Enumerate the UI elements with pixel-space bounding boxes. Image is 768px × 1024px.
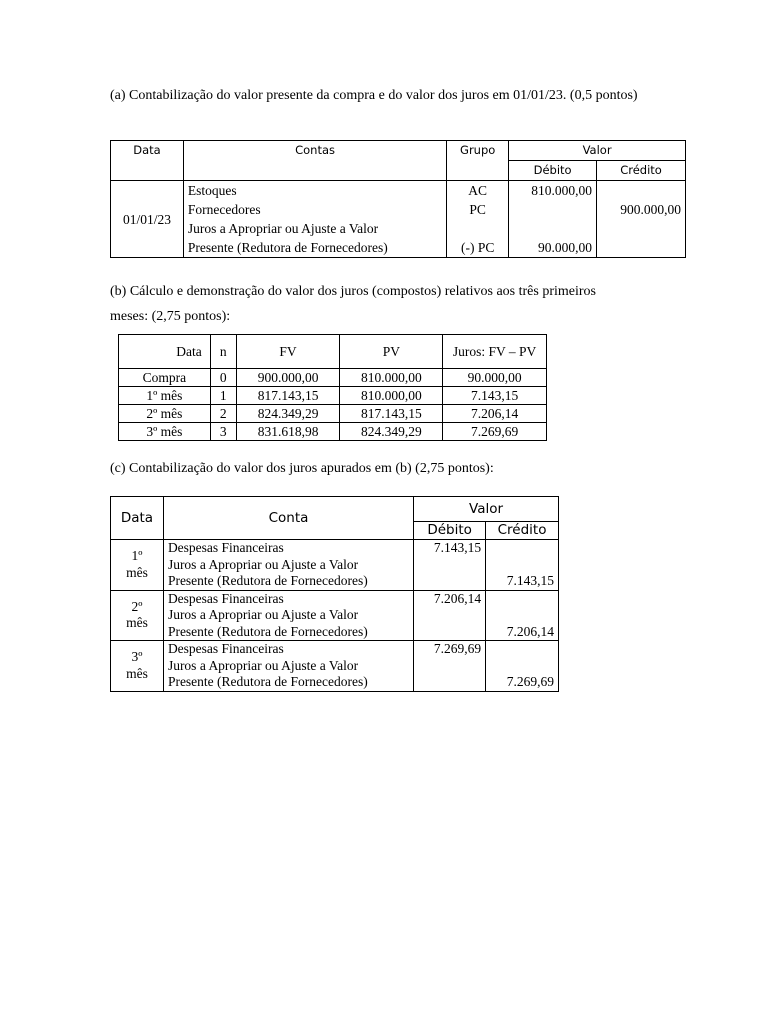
debit-line: 7.143,15 — [433, 540, 482, 555]
header-valor: Valor — [509, 141, 686, 161]
table-row — [119, 423, 547, 441]
date-line: mês — [126, 615, 148, 631]
cell-fv: 824.349,29 — [236, 405, 340, 423]
account-line: Despesas Financeiras — [167, 590, 284, 606]
account-line: Presente (Redutora de Fornecedores) — [167, 674, 368, 689]
cell-juros: 7.143,15 — [443, 387, 547, 405]
accounts-cell — [183, 181, 446, 258]
cell-juros: 7.269,69 — [443, 423, 547, 441]
credit-line: 7.269,69 — [506, 674, 554, 689]
entry-credit — [486, 641, 559, 692]
credit-line: 900.000,00 — [620, 202, 681, 217]
account-line: Juros a Apropriar ou Ajuste a Valor — [167, 556, 359, 572]
debit-line: 7.269,69 — [433, 641, 482, 656]
section-c-heading: (c) Contabilização do valor dos juros apurados em (b) (2,75 pontos): — [110, 461, 494, 476]
account-line: Presente (Redutora de Fornecedores) — [167, 573, 368, 588]
debits-cell — [509, 181, 597, 258]
entry-accounts — [163, 590, 413, 641]
groups-cell — [447, 181, 509, 258]
entry-credit — [486, 540, 559, 591]
table-row — [119, 387, 547, 405]
header-juros: Juros: FV – PV — [443, 335, 547, 369]
journal-table-a — [110, 140, 686, 258]
account-line: Despesas Financeiras — [167, 540, 284, 555]
cell-pv: 810.000,00 — [340, 387, 443, 405]
group-line: (-) PC — [460, 240, 495, 255]
credit-line: 7.206,14 — [506, 623, 554, 639]
header-contas: Contas — [183, 141, 446, 181]
cell-data: 3º mês — [119, 423, 211, 441]
debit-line — [513, 200, 592, 219]
account-line: Fornecedores — [187, 202, 261, 217]
account-line: Presente (Redutora de Fornecedores) — [187, 240, 388, 255]
date-line: 2º — [131, 598, 143, 614]
header-data: Data — [111, 141, 184, 181]
entry-date: 01/01/23 — [111, 181, 184, 258]
credit-line — [601, 181, 681, 200]
cell-data: Compra — [119, 369, 211, 387]
section-b-heading-line1: (b) Cálculo e demonstração do valor dos juros (compostos) relativos aos três primeiros — [110, 284, 596, 299]
journal-table-c — [110, 496, 559, 692]
entry-credit — [486, 590, 559, 641]
cell-fv: 817.143,15 — [236, 387, 340, 405]
header-grupo: Grupo — [447, 141, 509, 181]
cell-fv: 900.000,00 — [236, 369, 340, 387]
debit-line: 90.000,00 — [538, 240, 593, 255]
cell-n: 3 — [210, 423, 236, 441]
table-row — [119, 369, 547, 387]
header-fv: FV — [236, 335, 340, 369]
header-pv: PV — [340, 335, 443, 369]
date-line: 3º — [131, 649, 143, 665]
group-line: AC — [468, 183, 488, 198]
cell-n: 2 — [210, 405, 236, 423]
group-line — [451, 219, 504, 238]
cell-fv: 831.618,98 — [236, 423, 340, 441]
table-row — [111, 540, 559, 591]
cell-pv: 810.000,00 — [340, 369, 443, 387]
account-line: Presente (Redutora de Fornecedores) — [167, 623, 368, 639]
account-line: Juros a Apropriar ou Ajuste a Valor — [167, 657, 359, 673]
credit-line — [601, 238, 681, 257]
header-valor: Valor — [414, 497, 559, 522]
cell-pv: 817.143,15 — [340, 405, 443, 423]
account-line: Juros a Apropriar ou Ajuste a Valor — [167, 607, 359, 622]
entry-date — [111, 540, 164, 591]
table-row — [119, 405, 547, 423]
cell-n: 0 — [210, 369, 236, 387]
header-data: Data — [119, 335, 211, 369]
credit-line — [601, 219, 681, 238]
entry-debit — [414, 540, 486, 591]
entry-date — [111, 590, 164, 641]
entry-accounts — [163, 641, 413, 692]
entry-debit — [414, 641, 486, 692]
cell-n: 1 — [210, 387, 236, 405]
cell-data: 1º mês — [119, 387, 211, 405]
account-line: Despesas Financeiras — [167, 641, 284, 656]
entry-debit — [414, 590, 486, 641]
date-line: mês — [126, 665, 148, 681]
header-debito: Débito — [509, 161, 597, 181]
table-row — [111, 590, 559, 641]
cell-juros: 7.206,14 — [443, 405, 547, 423]
section-a-heading: (a) Contabilização do valor presente da compra e do valor dos juros em 01/01/23. (0,5 pontos) — [110, 88, 638, 103]
cell-pv: 824.349,29 — [340, 423, 443, 441]
header-n: n — [210, 335, 236, 369]
debit-line: 810.000,00 — [531, 183, 593, 198]
date-line: 1º — [131, 548, 143, 564]
header-conta: Conta — [163, 497, 413, 540]
table-row — [111, 641, 559, 692]
cell-juros: 90.000,00 — [443, 369, 547, 387]
credit-line: 7.143,15 — [506, 573, 554, 588]
section-b-heading-line2: meses: (2,75 pontos): — [110, 309, 231, 324]
debit-line — [513, 219, 592, 238]
interest-table-b — [118, 334, 547, 441]
header-credito: Crédito — [597, 161, 686, 181]
cell-data: 2º mês — [119, 405, 211, 423]
credits-cell — [597, 181, 686, 258]
entry-accounts — [163, 540, 413, 591]
debit-line: 7.206,14 — [433, 590, 482, 606]
header-credito: Crédito — [486, 522, 559, 540]
account-line: Estoques — [187, 183, 237, 198]
date-line: mês — [126, 564, 148, 580]
header-debito: Débito — [414, 522, 486, 540]
entry-date — [111, 641, 164, 692]
account-line: Juros a Apropriar ou Ajuste a Valor — [187, 221, 379, 236]
header-data: Data — [111, 497, 164, 540]
group-line: PC — [469, 202, 486, 217]
